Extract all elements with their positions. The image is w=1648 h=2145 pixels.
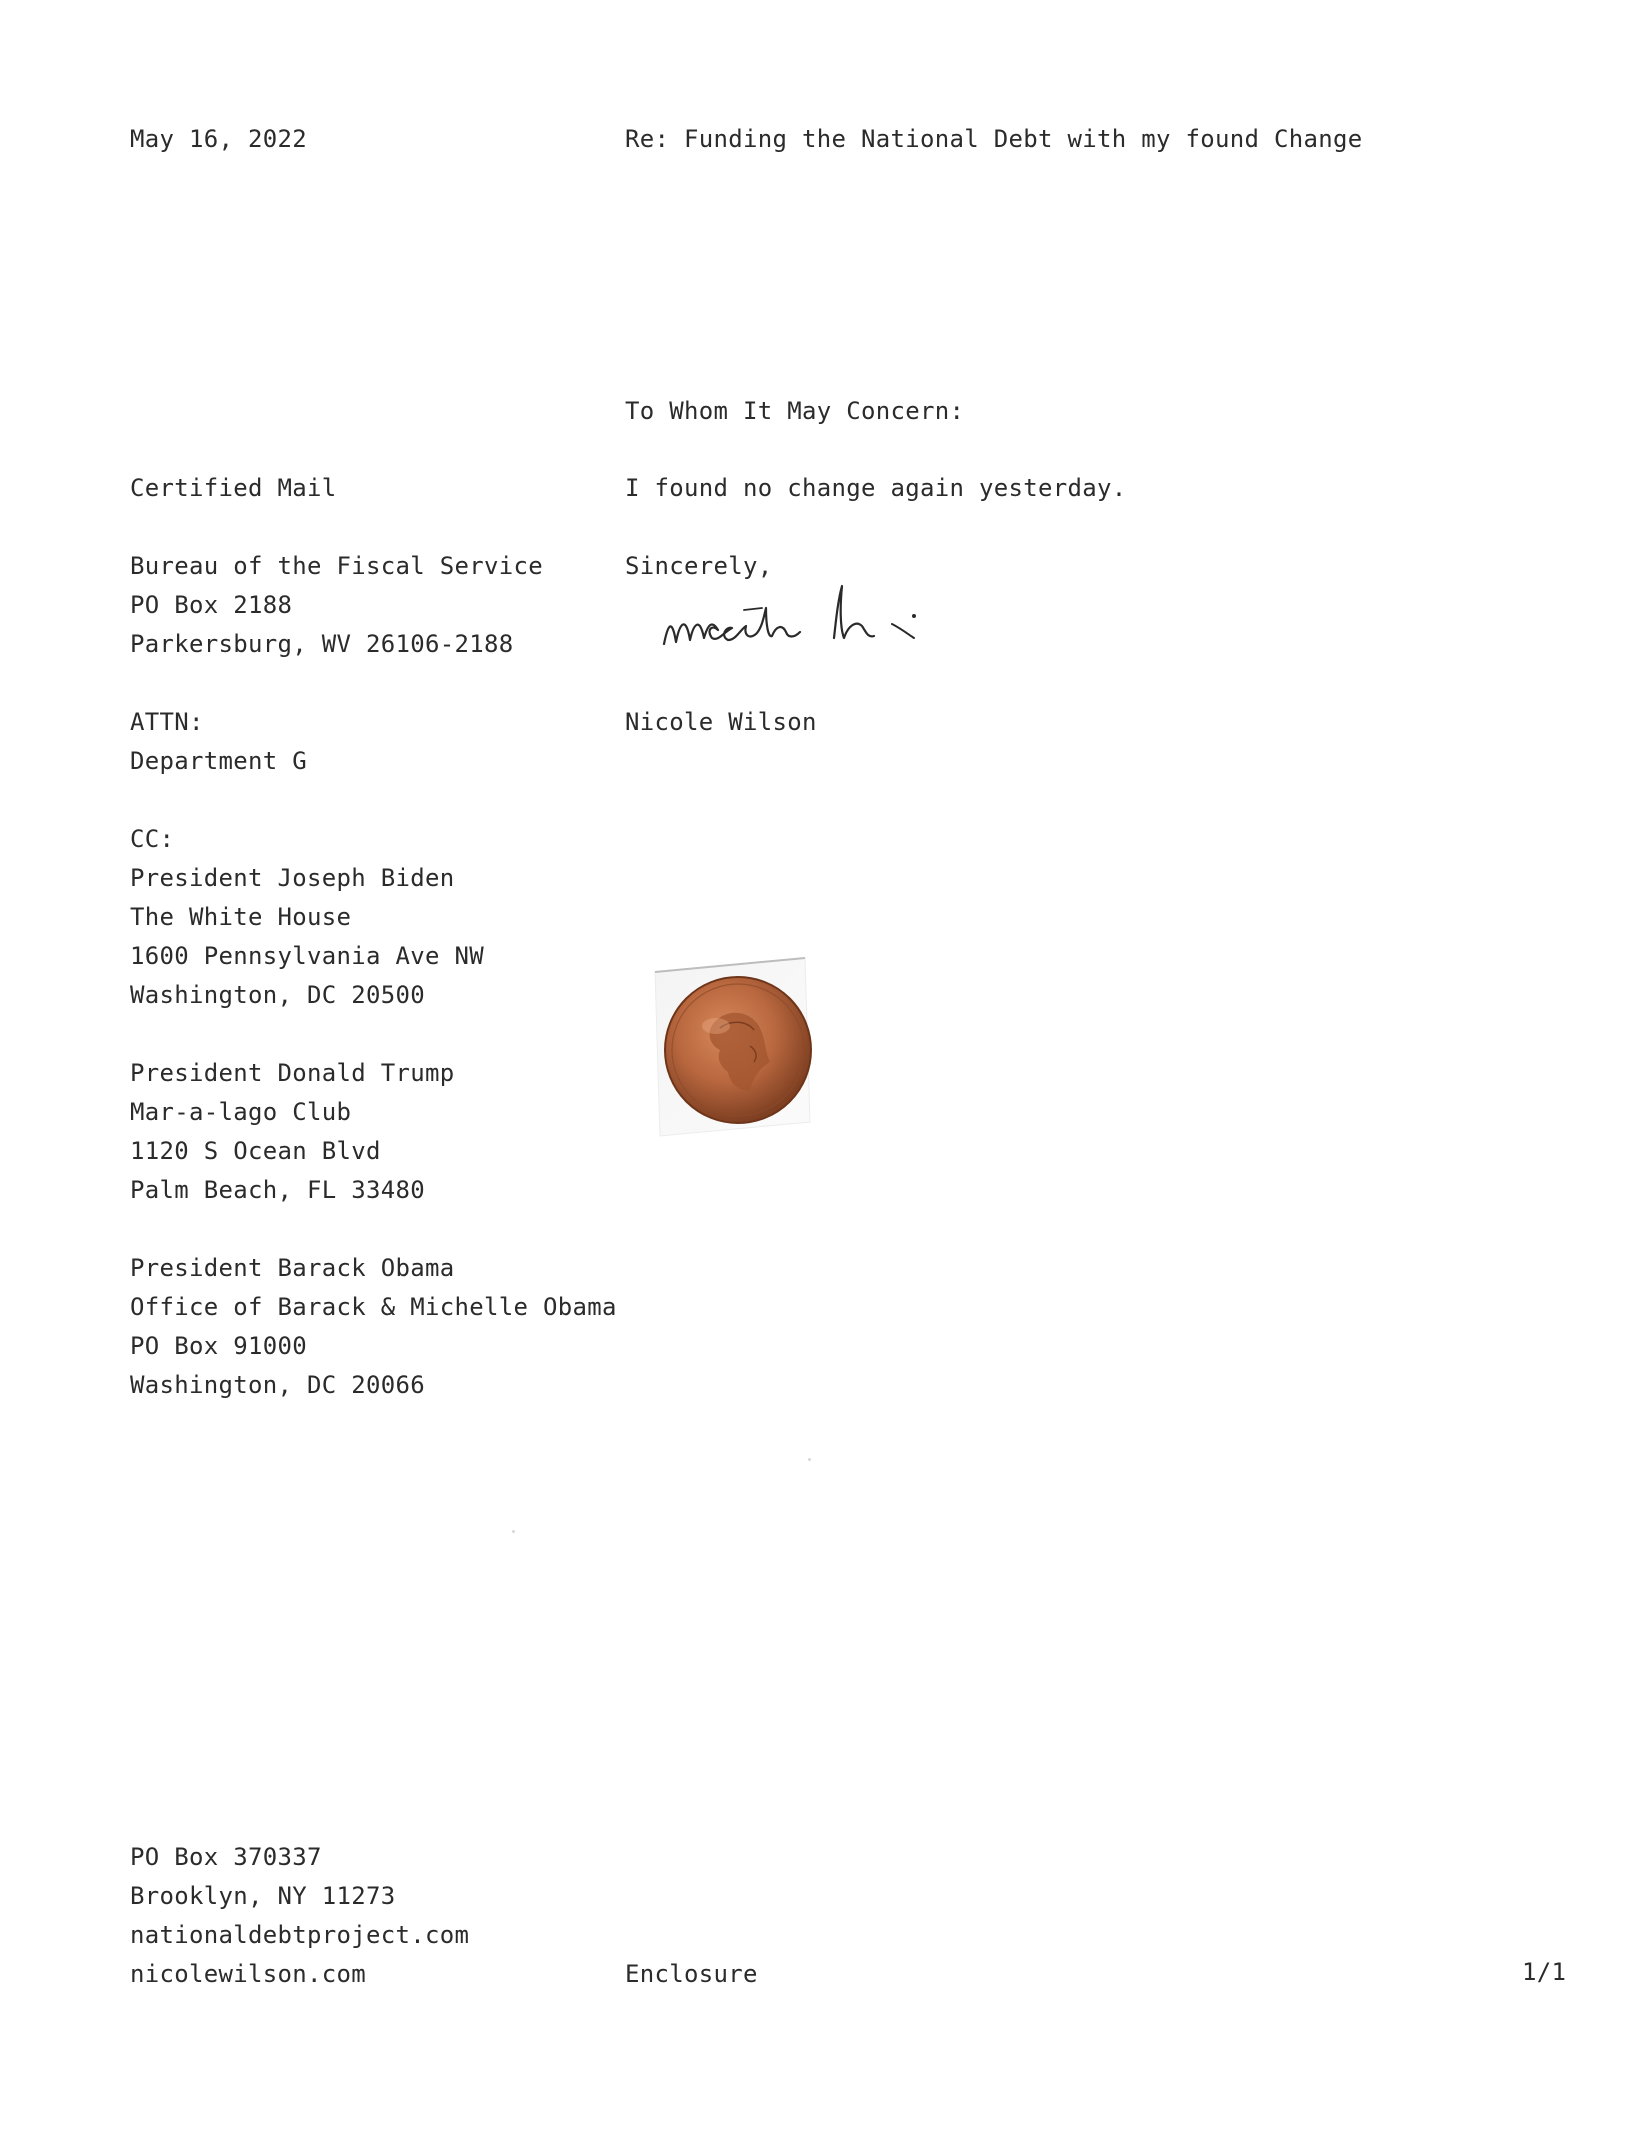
recipient-address (130, 547, 543, 664)
cc-block-biden (130, 820, 484, 1015)
letter-subject: Re: Funding the National Debt with my found Change (625, 125, 1363, 153)
enclosure-note: Enclosure (625, 1960, 758, 1988)
attention-block (130, 703, 307, 781)
handwritten-signature (652, 572, 982, 672)
return-address (130, 1838, 469, 1994)
page-number: 1/1 (1522, 1958, 1567, 1986)
cc-line: Office of Barack & Michelle Obama (130, 1293, 617, 1321)
cc-line: Washington, DC 20066 (130, 1371, 425, 1399)
return-address-line: Brooklyn, NY 11273 (130, 1882, 396, 1910)
cc-line: Washington, DC 20500 (130, 981, 425, 1009)
cc-line: President Joseph Biden (130, 864, 455, 892)
website-link: nationaldebtproject.com (130, 1921, 470, 1949)
mailing-method: Certified Mail (130, 474, 337, 502)
recipient-line: Bureau of the Fiscal Service (130, 552, 543, 580)
attn-label: ATTN: (130, 708, 204, 736)
scan-speck (512, 1530, 515, 1533)
salutation: To Whom It May Concern: (625, 397, 965, 425)
penny-coin-icon (650, 950, 825, 1150)
cc-label: CC: (130, 825, 175, 853)
cc-line: 1600 Pennsylvania Ave NW (130, 942, 484, 970)
letter-body: I found no change again yesterday. (625, 474, 1127, 502)
cc-line: President Barack Obama (130, 1254, 455, 1282)
signature-name: Nicole Wilson (625, 708, 817, 736)
cc-line: 1120 S Ocean Blvd (130, 1137, 381, 1165)
website-link: nicolewilson.com (130, 1960, 366, 1988)
attn-department: Department G (130, 747, 307, 775)
cc-line: The White House (130, 903, 352, 931)
cc-block-trump (130, 1054, 454, 1210)
recipient-line: Parkersburg, WV 26106-2188 (130, 630, 514, 658)
cc-line: Mar-a-lago Club (130, 1098, 352, 1126)
cc-line: President Donald Trump (130, 1059, 455, 1087)
cc-block-obama (130, 1249, 617, 1405)
enclosed-penny (650, 950, 825, 1150)
return-address-line: PO Box 370337 (130, 1843, 322, 1871)
recipient-line: PO Box 2188 (130, 591, 293, 619)
scan-speck (808, 1458, 811, 1461)
closing: Sincerely, (625, 552, 773, 580)
cc-line: Palm Beach, FL 33480 (130, 1176, 425, 1204)
cc-line: PO Box 91000 (130, 1332, 307, 1360)
letter-date: May 16, 2022 (130, 125, 307, 153)
